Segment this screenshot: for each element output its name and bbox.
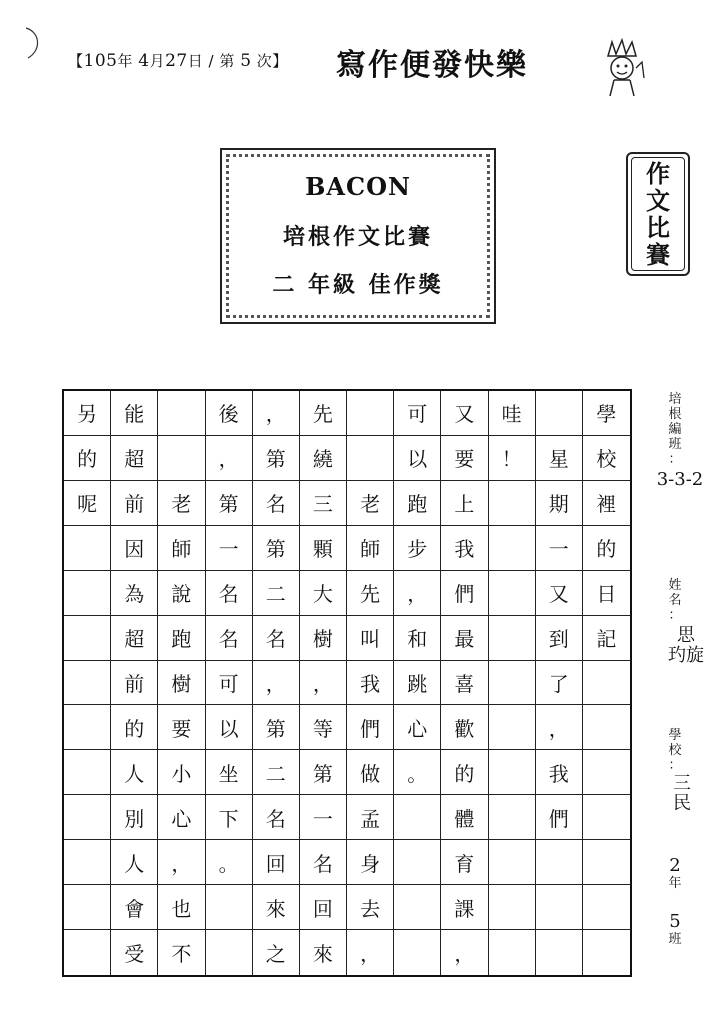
manuscript-cell: 上 (441, 481, 488, 526)
date-month-unit: 月 (149, 52, 166, 70)
manuscript-cell: 一 (300, 795, 347, 840)
grade-info (664, 856, 686, 891)
manuscript-cell: 老 (347, 481, 394, 526)
manuscript-cell: 以 (394, 436, 441, 481)
manuscript-cell (489, 526, 536, 571)
manuscript-cell: 為 (111, 571, 158, 616)
manuscript-cell: 又 (441, 391, 488, 436)
manuscript-cell: 的 (111, 705, 158, 750)
manuscript-cell: 另 (64, 391, 111, 436)
manuscript-cell (64, 930, 111, 975)
manuscript-cell: 受 (111, 930, 158, 975)
manuscript-cell: ， (441, 930, 488, 975)
manuscript-cell: 做 (347, 750, 394, 795)
manuscript-cell: 人 (111, 750, 158, 795)
manuscript-cell (489, 930, 536, 975)
manuscript-cell: 。 (206, 840, 253, 885)
manuscript-cell: ， (206, 436, 253, 481)
manuscript-cell (158, 436, 205, 481)
manuscript-cell: 後 (206, 391, 253, 436)
manuscript-cell: 名 (253, 616, 300, 661)
grade-value: 2 (669, 855, 681, 876)
class-value: 3-3-2 (656, 469, 704, 490)
manuscript-cell: 二 (253, 750, 300, 795)
manuscript-cell: 二 (253, 571, 300, 616)
manuscript-cell: 喜 (441, 661, 488, 706)
manuscript-cell: ， (158, 840, 205, 885)
manuscript-cell: 超 (111, 436, 158, 481)
manuscript-cell (583, 840, 630, 885)
manuscript-cell (347, 436, 394, 481)
class-label-text: 培 根 編 班 ： (668, 392, 682, 467)
date-bracket-open: 【 (68, 52, 84, 70)
manuscript-cell (489, 661, 536, 706)
manuscript-cell: 日 (583, 571, 630, 616)
class-label (664, 392, 686, 467)
manuscript-cell: ， (394, 571, 441, 616)
manuscript-cell: 星 (536, 436, 583, 481)
manuscript-cell: 師 (347, 526, 394, 571)
manuscript-cell: 之 (253, 930, 300, 975)
manuscript-cell: 前 (111, 661, 158, 706)
manuscript-cell (206, 930, 253, 975)
manuscript-cell: 叫 (347, 616, 394, 661)
manuscript-cell: 下 (206, 795, 253, 840)
manuscript-cell (158, 391, 205, 436)
manuscript-cell: ， (253, 661, 300, 706)
manuscript-cell: 跑 (394, 481, 441, 526)
manuscript-cell: 不 (158, 930, 205, 975)
manuscript-cell (489, 571, 536, 616)
manuscript-cell: 樹 (158, 661, 205, 706)
manuscript-cell: 記 (583, 616, 630, 661)
manuscript-cell (583, 795, 630, 840)
manuscript-cell (536, 930, 583, 975)
manuscript-cell: 超 (111, 616, 158, 661)
manuscript-cell (347, 391, 394, 436)
manuscript-cell: ， (253, 391, 300, 436)
manuscript-cell: 因 (111, 526, 158, 571)
manuscript-cell: 老 (158, 481, 205, 526)
manuscript-cell: 體 (441, 795, 488, 840)
manuscript-cell (536, 840, 583, 885)
manuscript-cell: 我 (536, 750, 583, 795)
manuscript-cell: 第 (206, 481, 253, 526)
manuscript-cell: 別 (111, 795, 158, 840)
manuscript-grid (62, 389, 632, 977)
manuscript-cell: 來 (253, 885, 300, 930)
date-bracket-close: 】 (272, 52, 288, 70)
manuscript-cell (489, 885, 536, 930)
manuscript-cell: 心 (394, 705, 441, 750)
manuscript-cell: 期 (536, 481, 583, 526)
manuscript-cell: 能 (111, 391, 158, 436)
class-number: 5 (669, 911, 681, 932)
manuscript-cell (583, 705, 630, 750)
manuscript-cell: 歡 (441, 705, 488, 750)
manuscript-cell: 心 (158, 795, 205, 840)
corner-scribble (18, 24, 46, 64)
count-prefix: 第 (219, 52, 235, 70)
manuscript-cell: 們 (441, 571, 488, 616)
date-year-unit: 年 (117, 52, 133, 70)
manuscript-cell: 先 (300, 391, 347, 436)
manuscript-cell (394, 840, 441, 885)
school-label-text: 學 校 ： (668, 728, 682, 773)
manuscript-cell: 第 (300, 750, 347, 795)
manuscript-cell: 了 (536, 661, 583, 706)
manuscript-cell: 一 (536, 526, 583, 571)
manuscript-cell: ， (300, 661, 347, 706)
manuscript-cell: 也 (158, 885, 205, 930)
manuscript-cell: 繞 (300, 436, 347, 481)
manuscript-cell: 要 (441, 436, 488, 481)
count-unit: 次 (256, 52, 273, 70)
manuscript-cell: 們 (347, 705, 394, 750)
mascot-icon (598, 38, 648, 98)
manuscript-cell (489, 705, 536, 750)
manuscript-cell: 名 (206, 571, 253, 616)
manuscript-cell: ， (347, 930, 394, 975)
class-unit: 班 (668, 932, 682, 947)
date-day-unit: 日 (187, 52, 204, 70)
manuscript-cell: 裡 (583, 481, 630, 526)
manuscript-cell (64, 885, 111, 930)
manuscript-cell: 我 (441, 526, 488, 571)
manuscript-cell (489, 481, 536, 526)
manuscript-cell: 的 (583, 526, 630, 571)
contest-stamp-text: 作 文 比 賽 (646, 159, 670, 269)
manuscript-cell (583, 885, 630, 930)
manuscript-cell (394, 885, 441, 930)
manuscript-cell (64, 705, 111, 750)
manuscript-cell: 師 (158, 526, 205, 571)
manuscript-cell (64, 661, 111, 706)
manuscript-cell: 身 (347, 840, 394, 885)
award-contest-name: 培根作文比賽 (282, 224, 433, 250)
school-label (664, 728, 686, 773)
manuscript-cell: 我 (347, 661, 394, 706)
manuscript-cell: 名 (300, 840, 347, 885)
manuscript-cell: 。 (394, 750, 441, 795)
manuscript-cell: 課 (441, 885, 488, 930)
manuscript-cell (489, 750, 536, 795)
manuscript-cell: 孟 (347, 795, 394, 840)
manuscript-cell: 哇 (489, 391, 536, 436)
manuscript-cell (64, 526, 111, 571)
manuscript-cell: 的 (441, 750, 488, 795)
manuscript-cell: 們 (536, 795, 583, 840)
manuscript-cell: 三 (300, 481, 347, 526)
date-day: 27 (165, 51, 188, 71)
manuscript-cell: 名 (253, 795, 300, 840)
award-prize: 二 年級 佳作獎 (272, 272, 444, 298)
name-label-text: 姓 名 ： (668, 578, 682, 623)
contest-stamp (626, 152, 690, 276)
manuscript-cell (206, 885, 253, 930)
manuscript-cell: 樹 (300, 616, 347, 661)
manuscript-cell: 第 (253, 705, 300, 750)
manuscript-cell (583, 661, 630, 706)
award-certificate-box (220, 148, 496, 324)
manuscript-cell: 第 (253, 436, 300, 481)
manuscript-cell (536, 391, 583, 436)
award-brand: BACON (305, 172, 411, 201)
manuscript-cell: 以 (206, 705, 253, 750)
manuscript-cell: ！ (489, 436, 536, 481)
manuscript-cell: 去 (347, 885, 394, 930)
date-separator: / (208, 52, 215, 70)
manuscript-cell (489, 616, 536, 661)
manuscript-cell (394, 930, 441, 975)
class-number-info (664, 912, 686, 947)
manuscript-cell: 顆 (300, 526, 347, 571)
manuscript-cell: 說 (158, 571, 205, 616)
manuscript-cell: 一 (206, 526, 253, 571)
manuscript-cell: 學 (583, 391, 630, 436)
manuscript-cell: 跑 (158, 616, 205, 661)
school-value: 三 民 (673, 773, 691, 814)
manuscript-cell: 第 (253, 526, 300, 571)
manuscript-cell: 先 (347, 571, 394, 616)
name-label (664, 578, 686, 623)
header-date (68, 50, 288, 71)
manuscript-cell (536, 885, 583, 930)
manuscript-cell (64, 750, 111, 795)
manuscript-cell: 人 (111, 840, 158, 885)
manuscript-cell: ， (536, 705, 583, 750)
name-value: 思 玓旋 (668, 625, 704, 666)
manuscript-cell: 可 (394, 391, 441, 436)
manuscript-cell: 要 (158, 705, 205, 750)
manuscript-cell: 跳 (394, 661, 441, 706)
manuscript-cell (489, 840, 536, 885)
manuscript-cell: 回 (253, 840, 300, 885)
manuscript-cell: 名 (206, 616, 253, 661)
manuscript-cell: 和 (394, 616, 441, 661)
manuscript-cell (394, 795, 441, 840)
manuscript-cell: 到 (536, 616, 583, 661)
date-month: 4 (138, 51, 150, 71)
manuscript-cell: 步 (394, 526, 441, 571)
manuscript-cell (64, 571, 111, 616)
manuscript-cell: 坐 (206, 750, 253, 795)
manuscript-cell: 大 (300, 571, 347, 616)
manuscript-cell (64, 840, 111, 885)
manuscript-cell: 來 (300, 930, 347, 975)
manuscript-cell (489, 795, 536, 840)
manuscript-cell (583, 930, 630, 975)
manuscript-cell: 的 (64, 436, 111, 481)
manuscript-cell: 回 (300, 885, 347, 930)
manuscript-cell (583, 750, 630, 795)
manuscript-cell: 可 (206, 661, 253, 706)
grade-unit: 年 (668, 876, 682, 891)
manuscript-cell (64, 616, 111, 661)
manuscript-cell: 最 (441, 616, 488, 661)
manuscript-cell: 又 (536, 571, 583, 616)
banner-title: 寫作便發快樂 (336, 48, 528, 83)
manuscript-cell: 名 (253, 481, 300, 526)
manuscript-cell: 前 (111, 481, 158, 526)
date-year: 105 (83, 51, 118, 71)
manuscript-cell: 會 (111, 885, 158, 930)
manuscript-cell: 校 (583, 436, 630, 481)
manuscript-cell: 等 (300, 705, 347, 750)
count-number: 5 (240, 51, 252, 71)
manuscript-cell (64, 795, 111, 840)
manuscript-cell: 育 (441, 840, 488, 885)
manuscript-cell: 呢 (64, 481, 111, 526)
manuscript-cell: 小 (158, 750, 205, 795)
